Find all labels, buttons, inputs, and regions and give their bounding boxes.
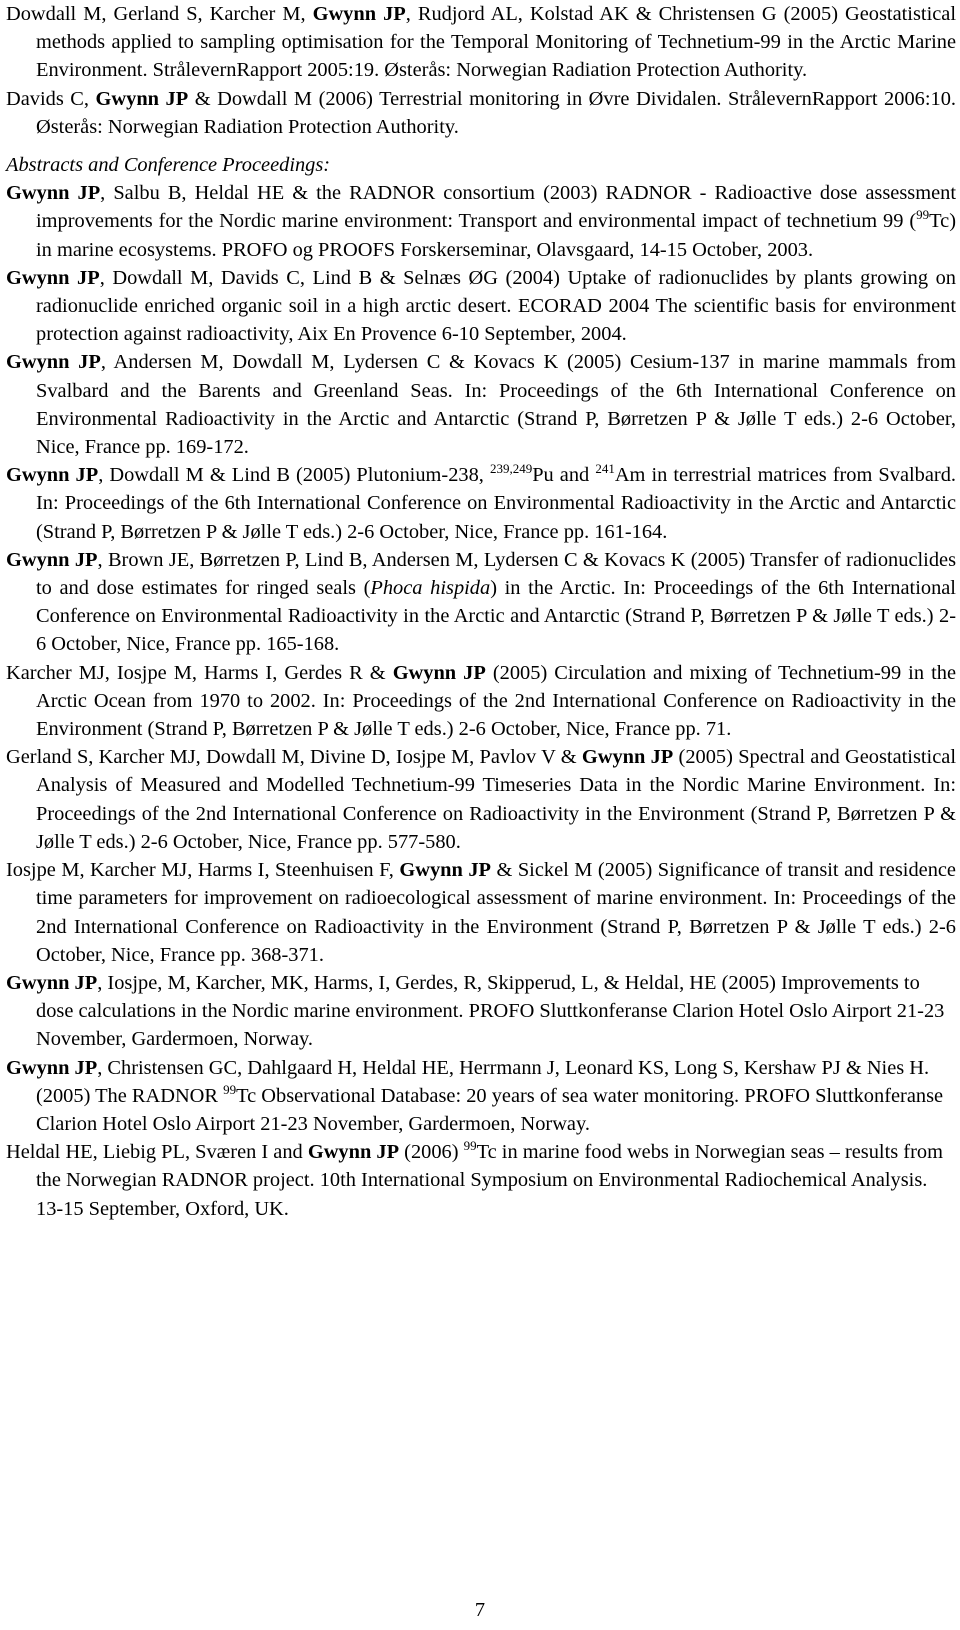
isotope-superscript: 239,249 <box>489 461 533 477</box>
abstract-entry <box>6 461 956 546</box>
reference-text: (2005) Spectral and Geostatistical Analysis of Measured and Modelled Technetium-99 Timeseries Data in the Nordic Marine Environment. In: Proceedings of the 2nd International Conference on Radioactivity in the Environment (Strand P, Børretzen P & Jølle T eds.) 2-6 October, Nice, France pp. 577-580. <box>36 746 956 853</box>
highlighted-author: Gwynn JP <box>6 971 98 994</box>
reference-text: , Andersen M, Dowdall M, Lydersen C & Kovacs K (2005) Cesium-137 in marine mammals from Svalbard and the Barents and Greenland Seas. In: Proceedings of the 6th International Conference on Environmental Radioactivity in the Arctic and Antarctic (Strand P, Børretzen P & Jølle T eds.) 2-6 October, Nice, France pp. 169-172. <box>36 351 956 459</box>
isotope-superscript: 99 <box>916 207 930 223</box>
reference-text: & Sickel M (2005) Significance of transit and residence time parameters for improvement on radioecological assessment of marine environment. In: Proceedings of the 2nd International Conference on Radioactivity in the Environment (Strand P, Børretzen P & Jølle T eds.) 2-6 October, Nice, France pp. 368-371. <box>36 859 956 966</box>
abstract-entry <box>6 1138 956 1223</box>
document-page <box>6 0 956 1223</box>
highlighted-author: Gwynn JP <box>392 661 486 684</box>
highlighted-author: Gwynn JP <box>312 3 406 25</box>
highlighted-author: Gwynn JP <box>6 548 98 571</box>
reference-text: , Iosjpe, M, Karcher, MK, Harms, I, Gerdes, R, Skipperud, L, & Heldal, HE (2005) Improvements to dose calculations in the Nordic marine environment. PROFO Sluttkonferanse Clarion Hotel Oslo Airport 21-23 November, Gardermoen, Norway. <box>36 971 945 1051</box>
reference-text: , Dowdall M & Lind B (2005) Plutonium-238, <box>98 464 490 487</box>
reference-text: & Dowdall M (2006) Terrestrial monitoring in Øvre Dividalen. StrålevernRapport 2006:10. Østerås: Norwegian Radiation Protection Authority. <box>36 87 956 138</box>
reference-text: , Salbu B, Heldal HE & the RADNOR consortium (2003) RADNOR - Radioactive dose assessment improvements for the Nordic marine environment: Transport and environmental impact of technetium 99 ( <box>36 182 956 233</box>
reference-text: , Dowdall M, Davids C, Lind B & Selnæs ØG (2004) Uptake of radionuclides by plants growing on radionuclide enriched organic soil in a high arctic desert. ECORAD 2004 The scientific basis for environment protection against radioactivity, Aix En Provence 6-10 September, 2004. <box>36 266 956 346</box>
reference-text: Heldal HE, Liebig PL, Sværen I and <box>6 1141 308 1164</box>
abstract-entry <box>6 348 956 461</box>
reference-text: Pu and <box>532 464 596 487</box>
highlighted-author: Gwynn JP <box>581 746 674 769</box>
reference-text: Iosjpe M, Karcher MJ, Harms I, Steenhuisen F, <box>6 859 400 882</box>
reference-text: Karcher MJ, Iosjpe M, Harms I, Gerdes R & <box>6 661 393 684</box>
reference-text: Dowdall M, Gerland S, Karcher M, <box>6 3 313 25</box>
reference-text: Tc in marine food webs in Norwegian seas – results from the Norwegian RADNOR project. 10th International Symposium on Environmental Radiochemical Analysis. 13-15 September, Oxford, UK. <box>36 1141 943 1220</box>
abstract-entry <box>6 969 956 1054</box>
reference-text: , Christensen GC, Dahlgaard H, Heldal HE, Herrmann J, Leonard KS, Long S, Kershaw PJ & Nies H. (2005) The RADNOR <box>36 1056 930 1107</box>
highlighted-author: Gwynn JP <box>6 266 100 289</box>
reference-text: , Brown JE, Børretzen P, Lind B, Andersen M, Lydersen C & Kovacs K (2005) Transfer of radionuclides to and dose estimates for ringed seals ( <box>36 548 956 600</box>
reference-text: (2005) Circulation and mixing of Technetium-99 in the Arctic Ocean from 1970 to 2002. In: Proceedings of the 2nd International Conference on Radioactivity in the Environment (Strand P, Børretzen P & Jølle T eds.) 2-6 October, Nice, France pp. 71. <box>36 661 956 741</box>
reference-entry <box>6 0 956 85</box>
reference-text: Gerland S, Karcher MJ, Dowdall M, Divine D, Iosjpe M, Pavlov V & <box>6 746 582 769</box>
isotope-superscript: 241 <box>595 461 615 477</box>
highlighted-author: Gwynn JP <box>6 464 99 487</box>
highlighted-author: Gwynn JP <box>6 182 101 205</box>
reference-text: ) in the Arctic. In: Proceedings of the 6th International Conference on Environmental Radioactivity in the Arctic and Antarctic (Strand P, Børretzen P & Jølle T eds.) 2-6 October, Nice, France pp. 165-168. <box>36 577 956 656</box>
reference-text: (2006) <box>399 1141 464 1164</box>
abstract-entry <box>6 856 956 969</box>
highlighted-author: Gwynn JP <box>6 351 101 374</box>
abstract-entry <box>6 743 956 856</box>
highlighted-author: Gwynn JP <box>399 859 491 882</box>
abstract-entry <box>6 659 956 744</box>
highlighted-author: Gwynn JP <box>6 1056 98 1079</box>
abstract-entry <box>6 179 956 264</box>
abstract-entry <box>6 546 956 659</box>
abstract-entry <box>6 264 956 349</box>
reference-text: , Rudjord AL, Kolstad AK & Christensen G (2005) Geostatistical methods applied to sampling optimisation for the Temporal Monitoring of Technetium-99 in the Arctic Marine Environment. StrålevernRapport 2005:19. Østerås: Norwegian Radiation Protection Authority. <box>36 3 956 82</box>
isotope-superscript: 99 <box>223 1081 237 1097</box>
abstract-entry <box>6 1054 956 1139</box>
highlighted-author: Gwynn JP <box>95 87 189 110</box>
reference-entry <box>6 85 956 141</box>
reference-text: Am in terrestrial matrices from Svalbard. In: Proceedings of the 6th International Conference on Environmental Radioactivity in the Arctic and Antarctic (Strand P, Børretzen P & Jølle T eds.) 2-6 October, Nice, France pp. 161-164. <box>36 464 956 543</box>
isotope-superscript: 99 <box>463 1138 477 1154</box>
highlighted-author: Gwynn JP <box>307 1141 400 1164</box>
section-heading: Abstracts and Conference Proceedings: <box>6 154 331 177</box>
species-name: Phoca hispida <box>370 577 491 600</box>
reference-text: Tc) in marine ecosystems. PROFO og PROOFS Forskerseminar, Olavsgaard, 14-15 October, 2003. <box>36 210 956 261</box>
page-number: 7 <box>474 1599 486 1621</box>
reference-text: Tc Observational Database: 20 years of sea water monitoring. PROFO Sluttkonferanse Clarion Hotel Oslo Airport 21-23 November, Gardermoen, Norway. <box>36 1084 944 1135</box>
reference-text: Davids C, <box>6 87 96 110</box>
